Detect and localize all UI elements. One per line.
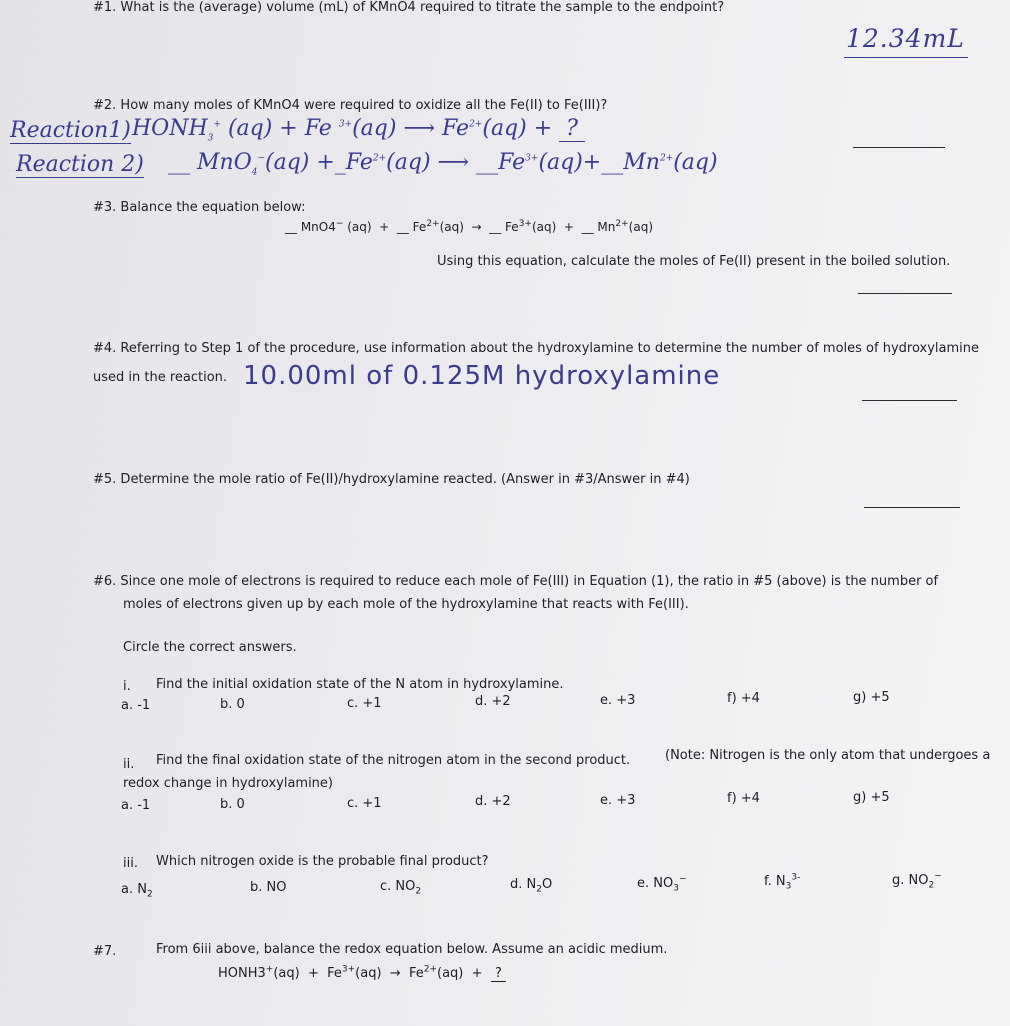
part-iii-prompt: Which nitrogen oxide is the probable final product?	[156, 854, 489, 869]
part-ii-note: (Note: Nitrogen is the only atom that undergoes a	[665, 748, 991, 763]
option-ii-b[interactable]: b. 0	[220, 797, 245, 812]
option-ii-f[interactable]: f) +4	[727, 791, 760, 806]
question-7-number: #7.	[93, 944, 117, 959]
question-3-instruction: Using this equation, calculate the moles of Fe(II) present in the boiled solution.	[437, 254, 951, 269]
option-i-c[interactable]: c. +1	[347, 696, 382, 711]
question-2-text: #2. How many moles of KMnO4 were required to oxidize all the Fe(II) to Fe(III)?	[93, 98, 608, 113]
question-7-equation: HONH3+(aq) + $Fe^{3+}(aq) \to Fe^{2+}(aq)$ + ?	[218, 964, 506, 981]
option-iii-f[interactable]: f. $N_3^{3-}$	[764, 872, 801, 892]
option-i-e[interactable]: e. +3	[600, 693, 636, 708]
answer-line-2	[853, 147, 945, 148]
option-iii-d[interactable]: d. $N_2O$	[510, 877, 553, 895]
option-i-d[interactable]: d. +2	[475, 694, 511, 709]
option-iii-a[interactable]: a. $N_2$	[121, 882, 153, 900]
question-5-text: #5. Determine the mole ratio of Fe(II)/hydroxylamine reacted. (Answer in #3/Answer in #4)	[93, 472, 690, 487]
option-iii-c[interactable]: c. $NO_2$	[380, 879, 422, 897]
option-i-b[interactable]: b. 0	[220, 697, 245, 712]
part-i-prompt: Find the initial oxidation state of the N atom in hydroxylamine.	[156, 677, 564, 692]
option-i-f[interactable]: f) +4	[727, 691, 760, 706]
question-4-line-1: #4. Referring to Step 1 of the procedure, use information about the hydroxylamine to determine the number of moles of hydroxylamine	[93, 341, 979, 356]
handwritten-answer-4: 10.00ml of 0.125M hydroxylamine	[243, 361, 721, 391]
balance-equation: __ MnO4− (aq) + __ $Fe^{2+}(aq)$ → __ $Fe^{3+}(aq)$ + __ $Mn^{2+}(aq)$	[285, 219, 654, 234]
question-6-line-1: #6. Since one mole of electrons is required to reduce each mole of Fe(III) in Equation (1), the ratio in #5 (above) is the number of	[93, 574, 939, 589]
part-ii-line-2: redox change in hydroxylamine)	[123, 776, 333, 791]
option-ii-c[interactable]: c. +1	[347, 796, 382, 811]
question-3-text: #3. Balance the equation below:	[93, 200, 306, 215]
question-1-text: #1. What is the (average) volume (mL) of KMnO4 required to titrate the sample to the endpoint?	[93, 0, 725, 15]
option-i-g[interactable]: g) +5	[853, 690, 890, 705]
handwritten-answer-1: 12.34mL	[846, 24, 965, 53]
part-iii-number: iii.	[123, 856, 138, 871]
circle-instruction: Circle the correct answers.	[123, 640, 297, 655]
option-ii-a[interactable]: a. -1	[121, 798, 151, 813]
answer-line-3	[858, 293, 952, 294]
option-iii-g[interactable]: g. $NO_2^-$	[892, 871, 942, 891]
option-ii-g[interactable]: g) +5	[853, 790, 890, 805]
handwritten-reaction-1: $HONH_3^+$ (aq) + Fe $^{3+}$(aq) ⟶ $Fe^{2+}(aq)$ + ?	[132, 116, 585, 144]
option-i-a[interactable]: a. -1	[121, 698, 151, 713]
question-4-line-2: used in the reaction.	[93, 370, 228, 385]
answer-line-1	[844, 57, 968, 58]
option-iii-e[interactable]: e. $NO_3^-$	[637, 874, 687, 894]
handwritten-reaction-2: __ $MnO_4^-(aq) +\_Fe^{2+}(aq)$ ⟶ $\_\_Fe^{3+}(aq)+\_\_Mn^{2+}(aq)$	[168, 150, 718, 178]
option-iii-b[interactable]: b. NO	[250, 880, 287, 895]
question-6-line-2: moles of electrons given up by each mole of the hydroxylamine that reacts with Fe(III).	[123, 597, 689, 612]
handwritten-reaction-2-label: Reaction 2)	[16, 152, 144, 177]
option-ii-e[interactable]: e. +3	[600, 793, 636, 808]
answer-line-4	[862, 400, 957, 401]
answer-line-5	[864, 507, 960, 508]
part-i-number: i.	[123, 679, 131, 694]
part-ii-number: ii.	[123, 757, 135, 772]
question-7-text: From 6iii above, balance the redox equation below. Assume an acidic medium.	[156, 942, 668, 957]
handwritten-reaction-1-label: Reaction1)	[10, 118, 131, 143]
option-ii-d[interactable]: d. +2	[475, 794, 511, 809]
part-ii-prompt: Find the final oxidation state of the nitrogen atom in the second product.	[156, 753, 631, 768]
